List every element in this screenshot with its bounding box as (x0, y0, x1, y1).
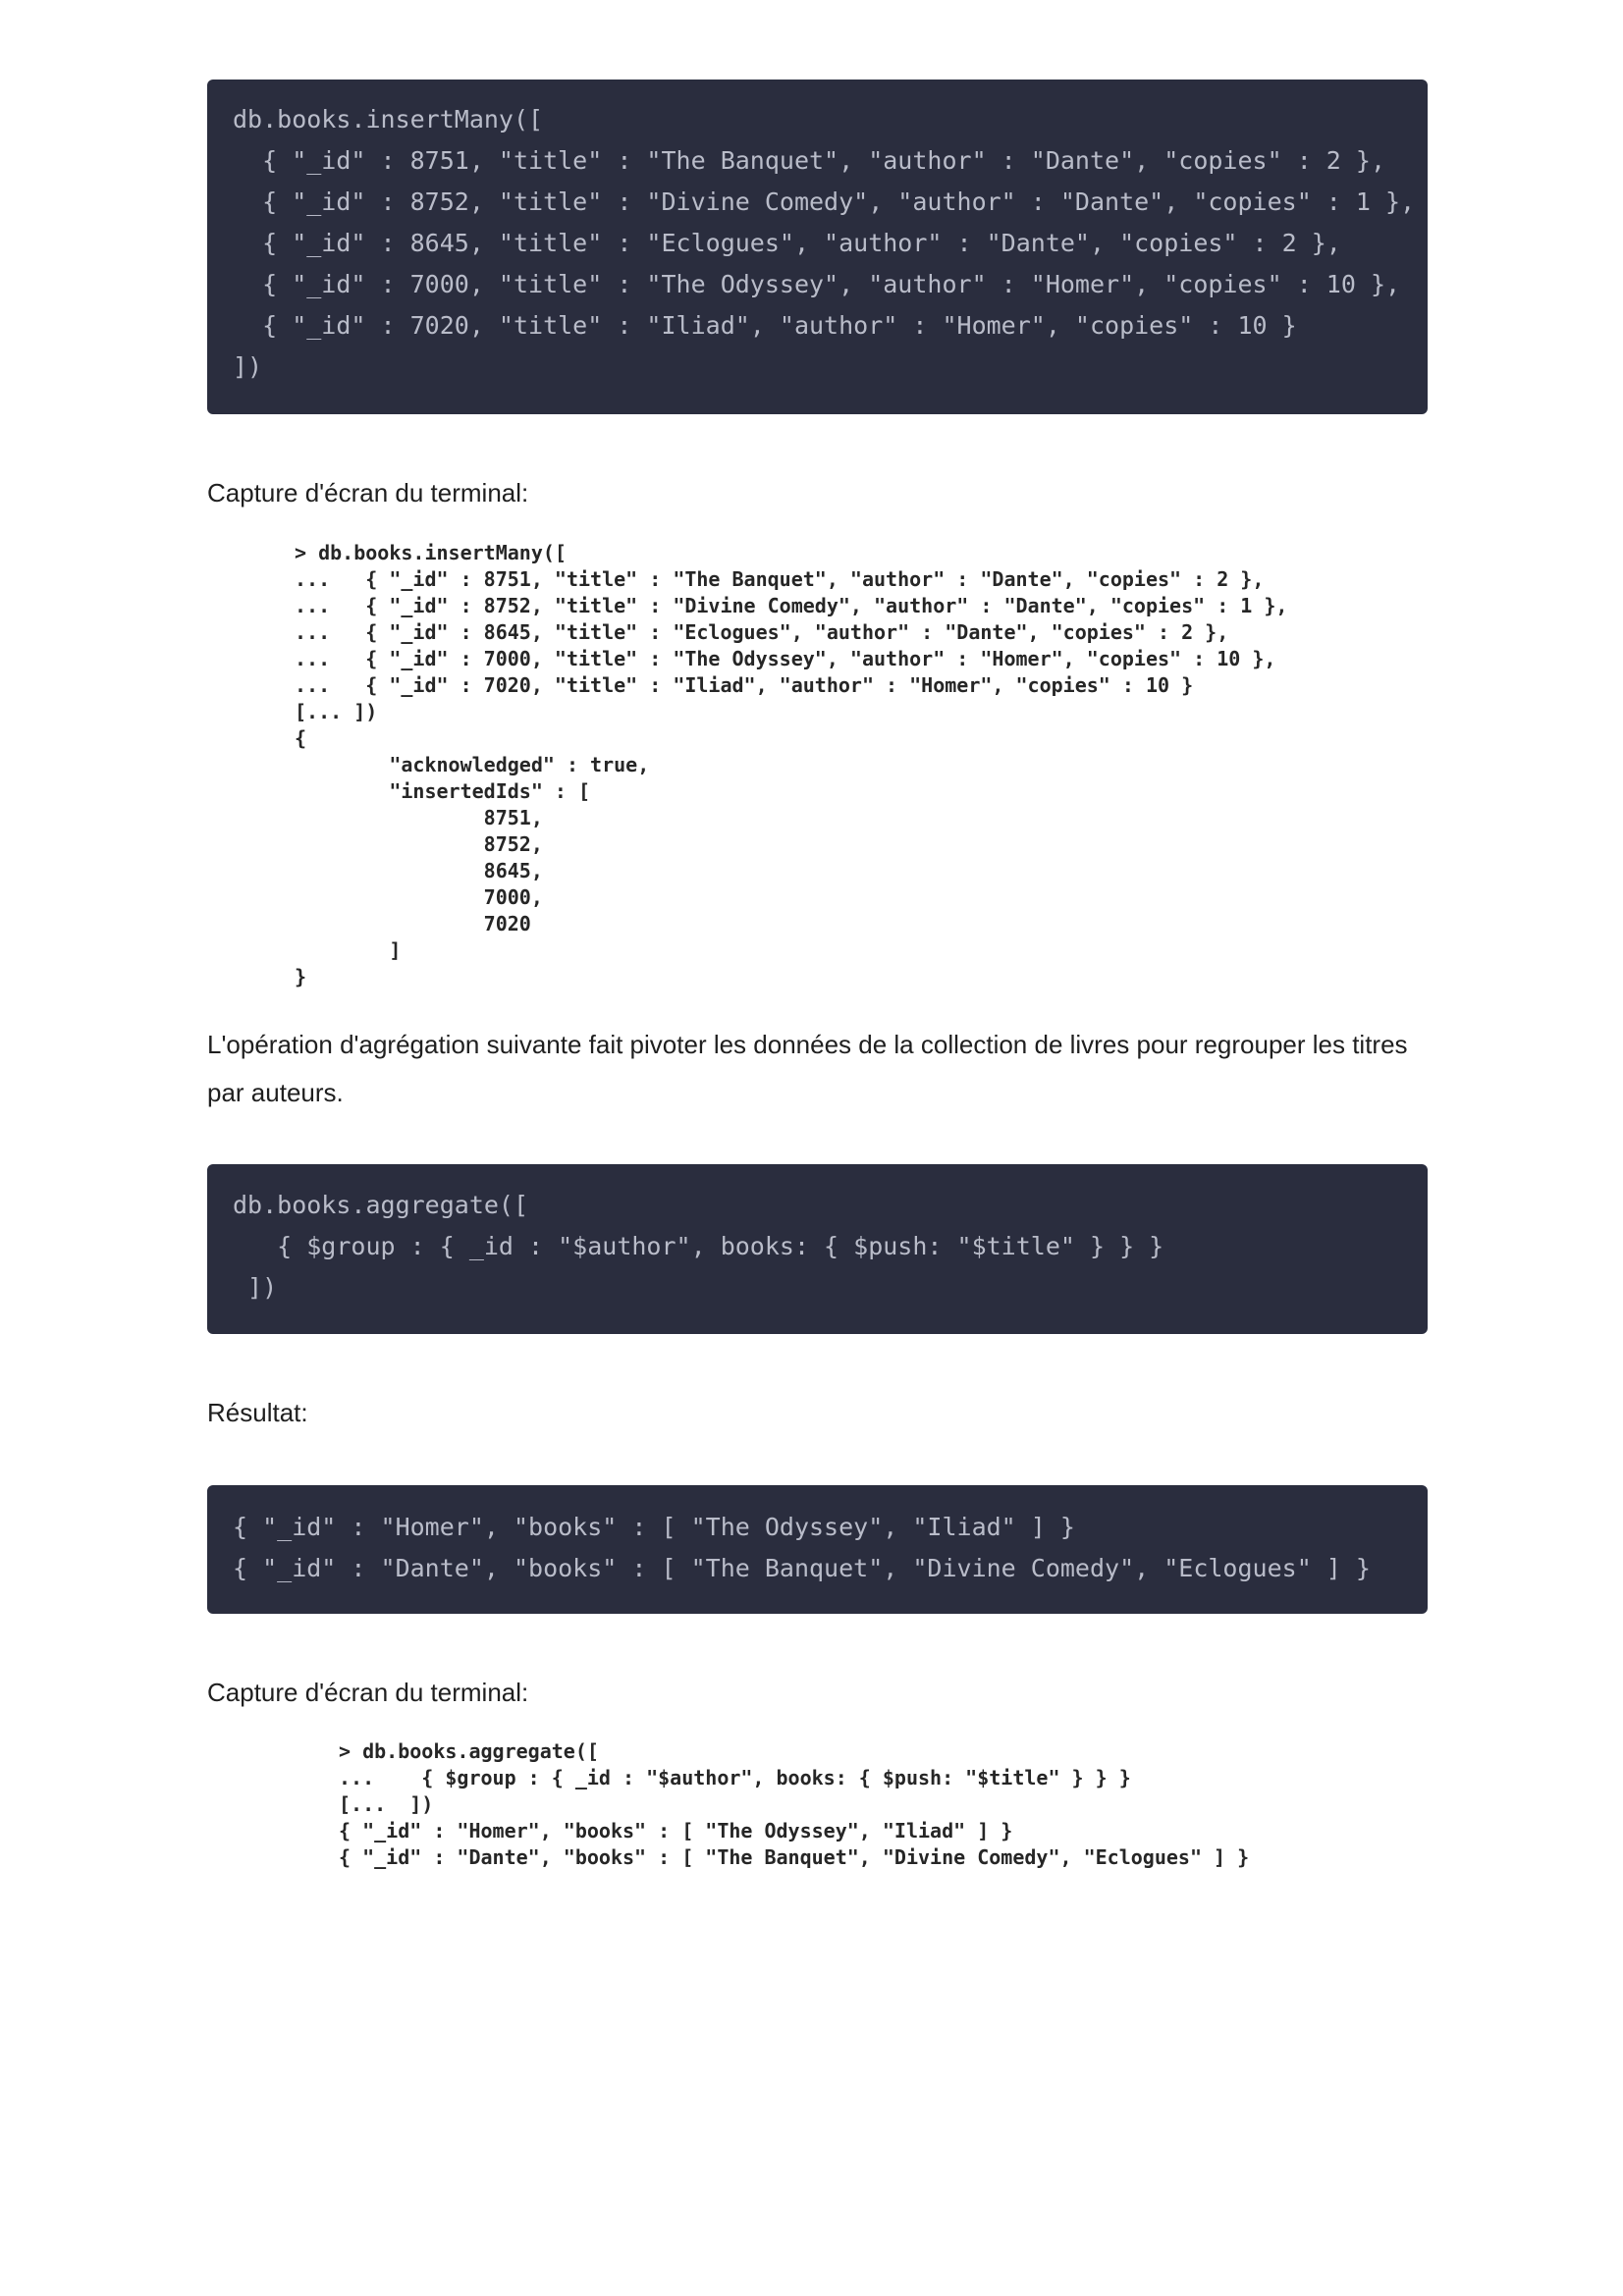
terminal-line: ... { "_id" : 8751, "title" : "The Banquet", "author" : "Dante", "copies" : 2 }, (295, 567, 1265, 591)
caption-terminal-1: Capture d'écran du terminal: (207, 478, 529, 507)
code-line: { "_id" : 8752, "title" : "Divine Comedy", "author" : "Dante", "copies" : 1 }, (233, 187, 1416, 216)
code-line: db.books.insertMany([ (233, 105, 544, 133)
terminal-line: { "_id" : "Homer", "books" : [ "The Odyssey", "Iliad" ] } (339, 1819, 1013, 1842)
terminal-line: [... ]) (295, 700, 378, 723)
terminal-line: ... { "_id" : 8645, "title" : "Eclogues", "author" : "Dante", "copies" : 2 }, (295, 620, 1229, 644)
code-line: { "_id" : "Homer", "books" : [ "The Odyssey", "Iliad" ] } (233, 1513, 1075, 1541)
aggregate-code-block (207, 1164, 1428, 1334)
terminal-line: "insertedIds" : [ (295, 779, 591, 803)
terminal-line: > db.books.insertMany([ (295, 541, 567, 564)
terminal-line: 8645, (295, 859, 543, 882)
code-line: { "_id" : 8751, "title" : "The Banquet", "author" : "Dante", "copies" : 2 }, (233, 146, 1385, 175)
terminal-line: [... ]) (339, 1792, 434, 1816)
terminal-screenshot-1 (295, 540, 1365, 996)
terminal-line: "acknowledged" : true, (295, 753, 650, 776)
terminal-line: } (295, 965, 307, 988)
terminal-line: > db.books.aggregate([ (339, 1739, 599, 1763)
code-line: { "_id" : 8645, "title" : "Eclogues", "author" : "Dante", "copies" : 2 }, (233, 229, 1341, 257)
terminal-line: ... { "_id" : 7000, "title" : "The Odyssey", "author" : "Homer", "copies" : 10 }, (295, 647, 1276, 670)
terminal-line: { (295, 726, 307, 750)
code-line: { "_id" : "Dante", "books" : [ "The Banquet", "Divine Comedy", "Eclogues" ] } (233, 1554, 1371, 1582)
terminal-line: { "_id" : "Dante", "books" : [ "The Banquet", "Divine Comedy", "Eclogues" ] } (339, 1845, 1250, 1869)
code-line: { "_id" : 7000, "title" : "The Odyssey", "author" : "Homer", "copies" : 10 }, (233, 270, 1401, 298)
terminal-line: ... { "_id" : 7020, "title" : "Iliad", "author" : "Homer", "copies" : 10 } (295, 673, 1194, 697)
terminal-line: 7000, (295, 885, 543, 909)
terminal-line: ... { $group : { _id : "$author", books: { $push: "$title" } } } (339, 1766, 1131, 1789)
aggregation-description: L'opération d'agrégation suivante fait pivoter les données de la collection de livres pour regrouper les titres par auteurs. (207, 1030, 1408, 1107)
code-line: db.books.aggregate([ (233, 1191, 529, 1219)
code-line: { "_id" : 7020, "title" : "Iliad", "author" : "Homer", "copies" : 10 } (233, 311, 1297, 340)
terminal-line: 8751, (295, 806, 543, 829)
code-line: ]) (233, 352, 263, 381)
terminal-line: ... { "_id" : 8752, "title" : "Divine Comedy", "author" : "Dante", "copies" : 1 }, (295, 594, 1288, 617)
caption-terminal-2: Capture d'écran du terminal: (207, 1678, 529, 1707)
terminal-line: ] (295, 938, 402, 962)
result-code-block (207, 1485, 1428, 1614)
code-line: ]) (233, 1273, 278, 1302)
terminal-line: 7020 (295, 912, 531, 935)
result-label: Résultat: (207, 1398, 308, 1427)
code-line: { $group : { _id : "$author", books: { $push: "$title" } } } (233, 1232, 1164, 1260)
terminal-screenshot-2 (339, 1738, 1321, 1876)
insert-code-block (207, 80, 1428, 414)
terminal-line: 8752, (295, 832, 543, 856)
